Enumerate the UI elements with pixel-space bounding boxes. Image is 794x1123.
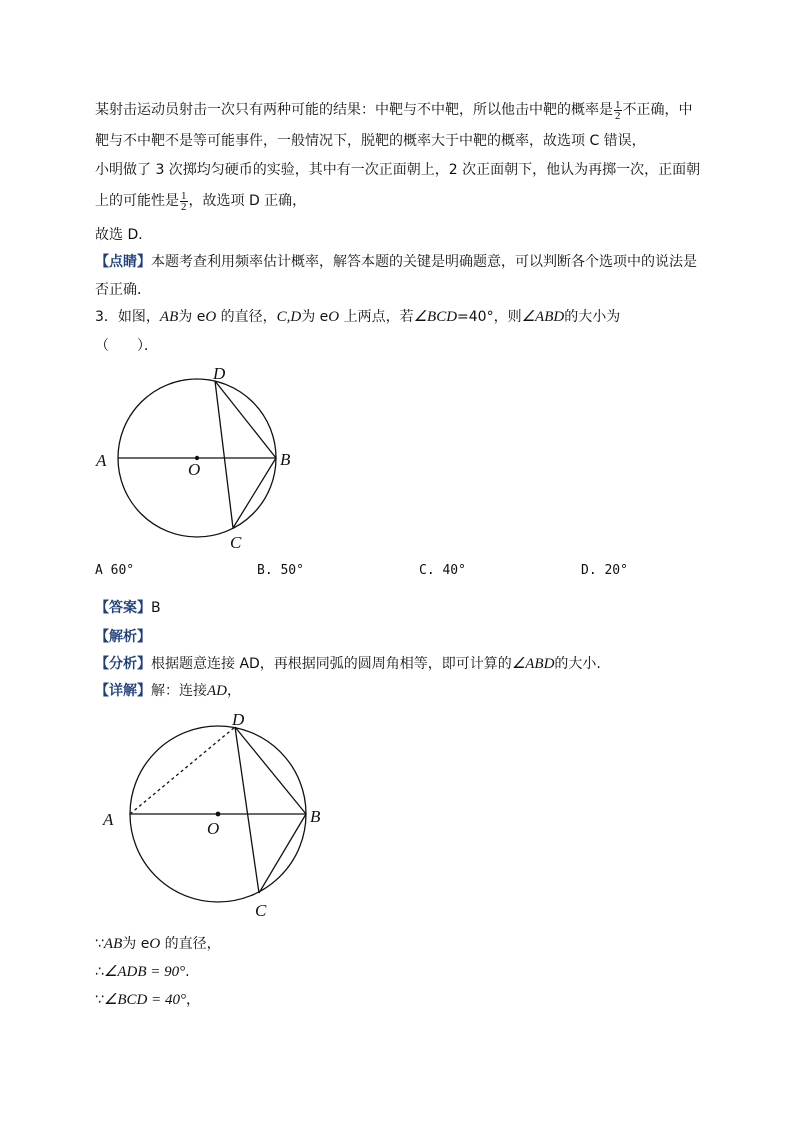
dianjing-text: 本题考查利用频率估计概率，解答本题的关键是明确题意，可以判断各个选项中的说法是 — [151, 254, 697, 270]
answer-value: B — [151, 600, 161, 616]
dianjing-line-2: 否正确． — [95, 282, 151, 298]
analysis-tag: 【解析】 — [95, 629, 151, 645]
label-d: D — [232, 710, 245, 729]
answer-tag: 【答案】 — [95, 600, 151, 616]
question-3-stem: 3．如图，AB为 eO 的直径，C,D为 eO 上两点，若∠BCD=40°，则∠ABD的大小为 — [95, 309, 621, 325]
proof-step-2: ∴∠ADB = 90°. — [95, 964, 190, 980]
analysis-heading — [95, 626, 151, 648]
option-a: A 60° — [95, 563, 135, 578]
line-text: 某射击运动员射击一次只有两种可能的结果：中靶与不中靶，所以他击中靶的概率是 — [95, 102, 613, 118]
option-d: D. 20° — [581, 563, 628, 578]
fenxi-line: 【分析】根据题意连接 AD，再根据同弧的圆周角相等，即可计算的∠ABD的大小. — [95, 656, 601, 672]
fraction-half: $\frac{1}{2}$ — [615, 98, 621, 122]
option-b: B. 50° — [257, 563, 304, 578]
label-c: C — [255, 901, 267, 920]
label-d: D — [213, 364, 226, 383]
line-text: 不正确，中 — [622, 102, 693, 118]
chord-cb — [233, 458, 276, 528]
label-c: C — [230, 533, 242, 552]
solution-line-4 — [95, 190, 306, 212]
label-a: A — [96, 451, 107, 470]
answer-line — [95, 597, 161, 619]
dianjing-tag: 【点睛】 — [95, 254, 151, 270]
dianjing-line-1 — [95, 251, 697, 273]
proof-step-3: ∵∠BCD = 40°， — [95, 992, 200, 1008]
line-text: 上的可能性是 — [95, 193, 179, 209]
fenxi-tag: 【分析】 — [95, 656, 151, 672]
xiangjie-tag: 【详解】 — [95, 683, 151, 699]
label-o: O — [207, 819, 220, 838]
label-o: O — [188, 460, 201, 479]
fraction-half: $\frac{1}{2}$ — [181, 189, 187, 213]
label-b: B — [310, 807, 321, 826]
circle-diagram-question — [90, 362, 320, 557]
solution-line-1 — [95, 99, 693, 121]
solution-line-3: 小明做了 3 次掷均匀硬币的实验，其中有一次正面朝上，2 次正面朝下，他认为再掷一次，正面朝 — [95, 162, 701, 178]
question-3-paren: （ ）． — [95, 338, 158, 354]
proof-step-1: ∵AB为 eO 的直径， — [95, 936, 221, 952]
chord-cb — [259, 814, 306, 893]
line-text: ，故选项 D 正确， — [188, 193, 307, 209]
solution-line-2: 靶与不中靶不是等可能事件，一般情况下，脱靶的概率大于中靶的概率，故选项 C 错误， — [95, 133, 646, 149]
option-c: C. 40° — [419, 563, 466, 578]
center-point — [216, 812, 221, 817]
solution-conclusion: 故选 D． — [95, 227, 153, 243]
circle-diagram-solution — [95, 705, 335, 925]
dashed-chord-ad — [130, 727, 235, 814]
chord-db — [215, 381, 276, 458]
label-b: B — [280, 450, 291, 469]
xiangjie-line: 【详解】解：连接AD， — [95, 683, 241, 699]
label-a: A — [103, 810, 114, 829]
chord-dc — [215, 381, 233, 528]
